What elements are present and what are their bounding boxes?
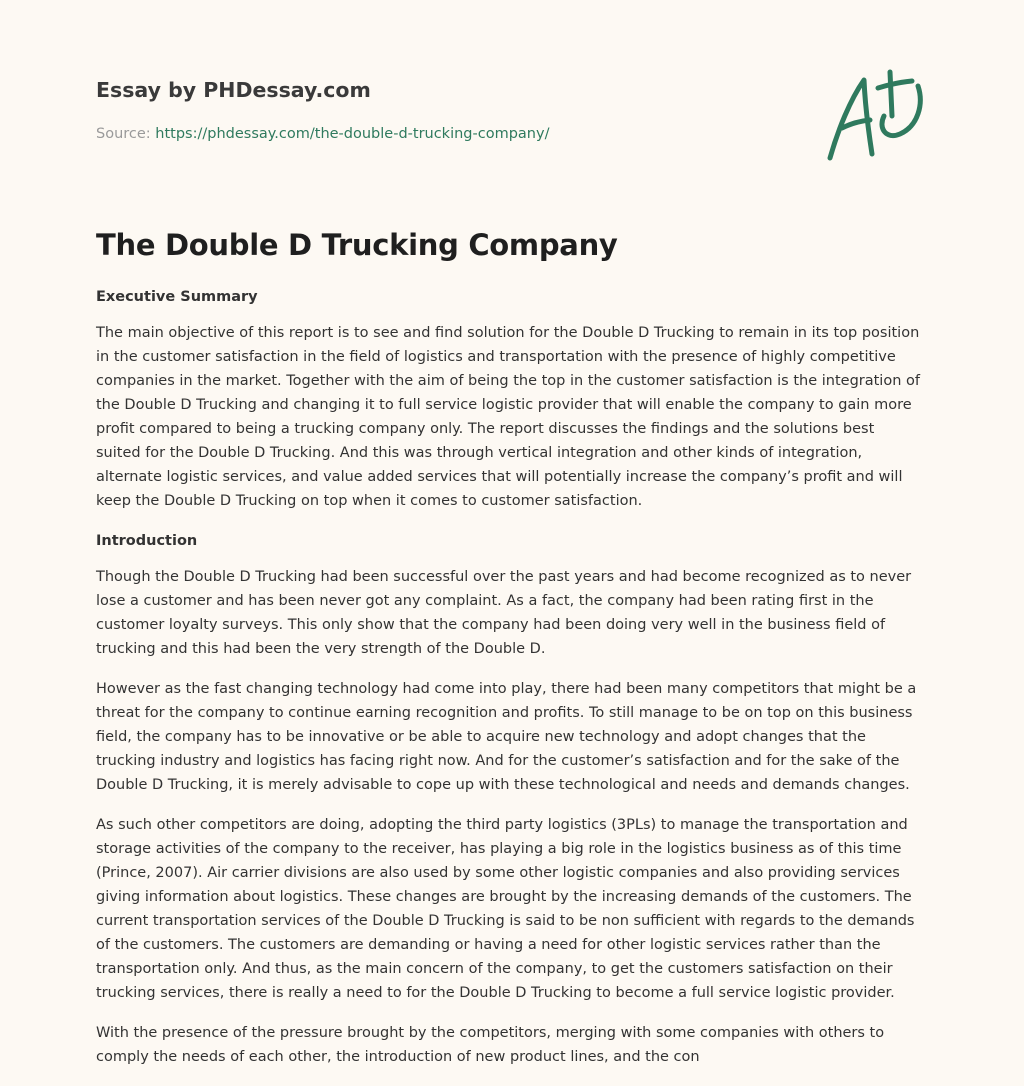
paragraph xyxy=(96,565,936,661)
document-body xyxy=(96,285,936,1085)
paragraph-line: The main objective of this report is to see and find solution for the Double D Trucking to remain in its top position xyxy=(96,325,920,341)
section-heading-introduction: Introduction xyxy=(96,533,198,549)
paragraph xyxy=(96,321,936,513)
paragraph-line: trucking and this had been the very strength of the Double D. xyxy=(96,641,546,657)
paragraph xyxy=(96,677,936,797)
paragraph-line: (Prince, 2007). Air carrier divisions are also used by some other logistic companies and also providing services xyxy=(96,865,900,881)
paragraph-line: transportation only. And thus, as the main concern of the company, to get the customers satisfaction on their xyxy=(96,961,893,977)
paragraph-line: As such other competitors are doing, adopting the third party logistics (3PLs) to manage the transportation and xyxy=(96,817,908,833)
paragraph-line: Though the Double D Trucking had been successful over the past years and had become recognized as to never xyxy=(96,569,912,585)
paragraph-line: comply the needs of each other, the introduction of new product lines, and the con xyxy=(96,1049,700,1065)
paragraph-line: companies in the market. Together with the aim of being the top in the customer satisfaction is the integration of xyxy=(96,373,920,389)
site-header xyxy=(96,76,796,142)
paragraph-line: suited for the Double D Trucking. And this was through vertical integration and other kinds of integration, xyxy=(96,445,863,461)
paragraph-line: customer loyalty surveys. This only show that the company had been doing very well in the business field of xyxy=(96,617,886,633)
paragraph-line: lose a customer and has been never got any complaint. As a fact, the company had been rating first in the xyxy=(96,593,874,609)
source-line xyxy=(96,124,549,144)
paragraph-line: Double D Trucking, it is merely advisable to cope up with these technological and needs and demands changes. xyxy=(96,777,910,793)
paragraph-line: of the customers. The customers are demanding or having a need for other logistic services rather than the xyxy=(96,937,881,953)
paragraph-line: threat for the company to continue earning recognition and profits. To still manage to be on top on this business xyxy=(96,705,913,721)
paragraph-line: keep the Double D Trucking on top when it comes to customer satisfaction. xyxy=(96,493,643,509)
site-brand: Essay by PHDessay.com xyxy=(96,78,371,102)
document-title: The Double D Trucking Company xyxy=(96,228,618,262)
paragraph-line: current transportation services of the Double D Trucking is said to be non sufficient with regards to the demands xyxy=(96,913,915,929)
paragraph-line: profit compared to being a trucking company only. The report discusses the findings and the solutions best xyxy=(96,421,875,437)
paragraph xyxy=(96,813,936,1005)
paragraph-line: giving information about logistics. These changes are brought by the increasing demands of the customers. The xyxy=(96,889,912,905)
paragraph-line: With the presence of the pressure brought by the competitors, merging with some companies with others to xyxy=(96,1025,885,1041)
source-label: Source: xyxy=(96,126,151,142)
paragraph-line: the Double D Trucking and changing it to full service logistic provider that will enable the company to gain more xyxy=(96,397,912,413)
source-link[interactable]: https://phdessay.com/the-double-d-trucking-company/ xyxy=(155,126,550,142)
paragraph xyxy=(96,1021,936,1069)
paragraph-line: trucking industry and logistics has facing right now. And for the customer’s satisfaction and for the sake of the xyxy=(96,753,900,769)
paragraph-line: field, the company has to be innovative or be able to acquire new technology and adopt changes that the xyxy=(96,729,866,745)
a-plus-logo-icon xyxy=(820,64,930,168)
paragraph-line: trucking services, there is really a need to for the Double D Trucking to become a full service logistic provider. xyxy=(96,985,895,1001)
paragraph-line: However as the fast changing technology had come into play, there had been many competitors that might be a xyxy=(96,681,917,697)
paragraph-line: in the customer satisfaction in the field of logistics and transportation with the presence of highly competitive xyxy=(96,349,896,365)
paragraph-line: storage activities of the company to the receiver, has playing a big role in the logistics business as of this time xyxy=(96,841,902,857)
section-heading-executive-summary: Executive Summary xyxy=(96,289,258,305)
paragraph-line: alternate logistic services, and value added services that will potentially increase the company’s profit and will xyxy=(96,469,903,485)
